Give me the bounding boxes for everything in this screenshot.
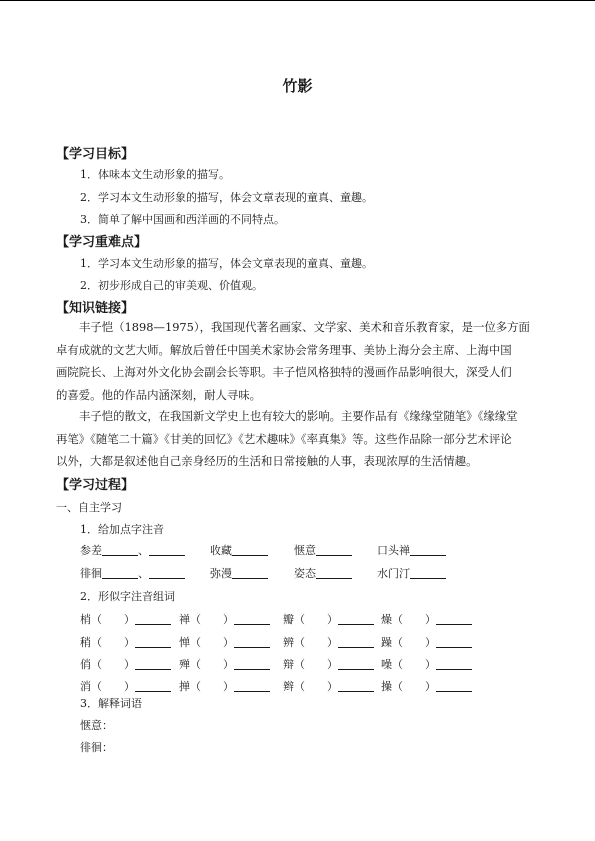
pinyin-item: 弥漫 — [210, 565, 268, 581]
pinyin-paren[interactable]: （ ） — [294, 613, 338, 626]
focus-heading: 【学习重难点】 — [56, 235, 148, 250]
word-blank[interactable] — [234, 679, 270, 692]
word-blank[interactable] — [234, 657, 270, 670]
word-blank[interactable] — [234, 635, 270, 648]
para2-line-3: 以外，大都是叙述他自己亲身经历的生活和日常接触的人事，表现浓厚的生活情趣。 — [56, 454, 478, 468]
pinyin-paren[interactable]: （ ） — [91, 613, 135, 626]
para2-line-2: 再笔》《随笔二十篇》《甘美的回忆》《艺术趣味》《率真集》等。这些作品除一部分艺术评论 — [56, 431, 512, 446]
question-3: 3．解释词语 — [80, 697, 142, 710]
knowledge-paragraph-1 — [56, 316, 539, 406]
goal-item-1: 1．体味本文生动形象的描写。 — [80, 168, 230, 181]
form-character: 燥 — [381, 613, 392, 626]
knowledge-paragraph-2 — [56, 405, 539, 473]
term-2: 徘徊： — [80, 741, 113, 754]
form-character: 禅 — [179, 613, 190, 626]
form-character: 梢 — [80, 613, 91, 626]
pinyin-item: 参差 、 — [80, 542, 185, 558]
word-blank[interactable] — [135, 612, 171, 625]
form-cell — [179, 611, 270, 627]
section-self-study: 一、自主学习 — [56, 501, 122, 514]
para2-line-1: 丰子恺的散文，在我国新文学史上也有较大的影响。主要作品有《缘缘堂随笔》《缘缘堂 — [79, 409, 518, 423]
word-blank[interactable] — [338, 612, 374, 625]
pinyin-paren[interactable]: （ ） — [190, 613, 234, 626]
pinyin-paren[interactable]: （ ） — [294, 680, 338, 693]
form-cell — [381, 634, 472, 650]
form-character: 操 — [381, 680, 392, 693]
answer-blank[interactable] — [316, 566, 352, 579]
goal-item-3: 3．简单了解中国画和西洋画的不同特点。 — [80, 213, 285, 226]
page-title: 竹影 — [282, 77, 313, 95]
answer-blank[interactable] — [316, 543, 352, 556]
para1-line-4: 的喜爱。他的作品内涵深刻，耐人寻味。 — [56, 387, 262, 402]
form-cell — [80, 634, 171, 650]
pinyin-paren[interactable]: （ ） — [392, 636, 436, 649]
form-cell — [283, 678, 374, 694]
goals-heading: 【学习目标】 — [56, 147, 135, 162]
answer-blank[interactable] — [410, 566, 446, 579]
pinyin-paren[interactable]: （ ） — [294, 658, 338, 671]
knowledge-heading: 【知识链接】 — [56, 301, 135, 316]
answer-blank[interactable] — [149, 566, 185, 579]
page-top-border — [0, 0, 595, 1]
goal-item-2: 2．学习本文生动形象的描写，体会文章表现的童真、童趣。 — [80, 191, 373, 204]
pinyin-paren[interactable]: （ ） — [294, 636, 338, 649]
para1-line-1: 丰子恺（1898—1975），我国现代著名画家、文学家、美术和音乐教育家，是一位多方面 — [79, 320, 530, 334]
word-blank[interactable] — [135, 635, 171, 648]
form-character: 殚 — [179, 658, 190, 671]
form-character: 俏 — [80, 658, 91, 671]
form-cell — [283, 656, 374, 672]
word-blank[interactable] — [135, 657, 171, 670]
pinyin-paren[interactable]: （ ） — [392, 613, 436, 626]
answer-blank[interactable] — [102, 566, 138, 579]
form-character: 辨 — [283, 636, 294, 649]
form-character: 掸 — [179, 680, 190, 693]
answer-blank[interactable] — [410, 543, 446, 556]
form-cell — [179, 656, 270, 672]
form-cell — [80, 611, 171, 627]
pinyin-item: 姿态 — [294, 565, 352, 581]
form-cell — [381, 678, 472, 694]
form-character: 辩 — [283, 658, 294, 671]
form-cell — [80, 656, 171, 672]
word-blank[interactable] — [436, 635, 472, 648]
word-blank[interactable] — [135, 679, 171, 692]
word-blank[interactable] — [436, 612, 472, 625]
pinyin-item: 水门汀 — [377, 565, 446, 581]
word-blank[interactable] — [338, 657, 374, 670]
word-blank[interactable] — [234, 612, 270, 625]
pinyin-item: 惬意 — [294, 542, 352, 558]
pinyin-paren[interactable]: （ ） — [91, 658, 135, 671]
form-cell — [179, 634, 270, 650]
answer-blank[interactable] — [102, 543, 138, 556]
answer-blank[interactable] — [232, 543, 268, 556]
form-cell — [381, 611, 472, 627]
form-cell — [283, 611, 374, 627]
pinyin-paren[interactable]: （ ） — [91, 680, 135, 693]
pinyin-paren[interactable]: （ ） — [190, 658, 234, 671]
para1-line-2: 卓有成就的文艺大师。解放后曾任中国美术家协会常务理事、美协上海分会主席、上海中国 — [56, 342, 512, 357]
pinyin-item: 口头禅 — [377, 542, 446, 558]
answer-blank[interactable] — [232, 566, 268, 579]
form-character: 躁 — [381, 636, 392, 649]
form-character: 稍 — [80, 636, 91, 649]
form-character: 消 — [80, 680, 91, 693]
word-blank[interactable] — [436, 679, 472, 692]
pinyin-paren[interactable]: （ ） — [392, 658, 436, 671]
focus-item-2: 2．初步形成自己的审美观、价值观。 — [80, 279, 263, 292]
form-cell — [381, 656, 472, 672]
form-character: 惮 — [179, 636, 190, 649]
answer-blank[interactable] — [149, 543, 185, 556]
para1-line-3: 画院院长、上海对外文化协会副会长等职。丰子恺风格独特的漫画作品影响很大，深受人们 — [56, 365, 512, 379]
word-blank[interactable] — [436, 657, 472, 670]
process-heading: 【学习过程】 — [56, 478, 135, 493]
form-cell — [179, 678, 270, 694]
pinyin-paren[interactable]: （ ） — [392, 680, 436, 693]
form-character: 噪 — [381, 658, 392, 671]
pinyin-paren[interactable]: （ ） — [190, 680, 234, 693]
question-1: 1．给加点字注音 — [80, 523, 164, 536]
word-blank[interactable] — [338, 635, 374, 648]
pinyin-item: 徘徊 、 — [80, 565, 185, 581]
focus-item-1: 1．学习本文生动形象的描写，体会文章表现的童真、童趣。 — [80, 257, 373, 270]
term-1: 惬意： — [80, 719, 113, 732]
form-cell — [80, 678, 171, 694]
word-blank[interactable] — [338, 679, 374, 692]
pinyin-item: 收藏 — [210, 542, 268, 558]
form-character: 辫 — [283, 680, 294, 693]
pinyin-paren[interactable]: （ ） — [190, 636, 234, 649]
form-cell — [283, 634, 374, 650]
pinyin-paren[interactable]: （ ） — [91, 636, 135, 649]
question-2: 2．形似字注音组词 — [80, 590, 175, 603]
form-character: 瓣 — [283, 613, 294, 626]
